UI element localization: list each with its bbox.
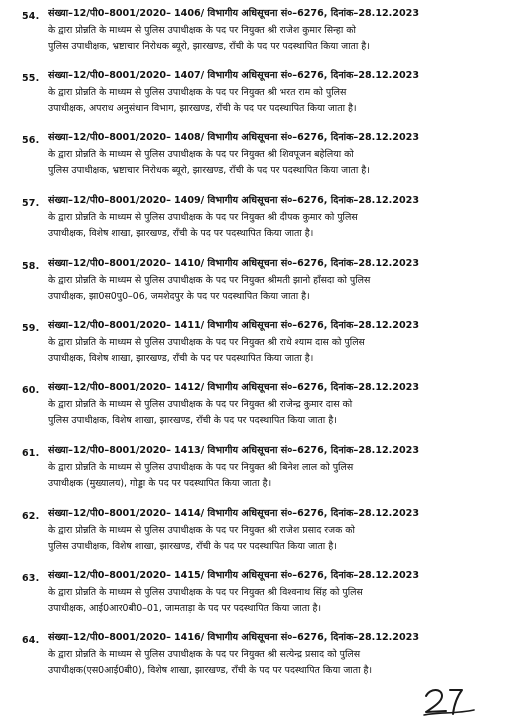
entry-number: 54.: [22, 11, 40, 22]
entry-number: 60.: [22, 385, 40, 396]
notification-reference: 1406/ विभागीय अधिसूचना सं०–6276, दिनांक–28.12.2023: [173, 8, 420, 19]
entry-text: [48, 630, 496, 680]
handwritten-page-number: [420, 684, 480, 718]
entry-line: के द्वारा प्रोन्नति के माध्यम से पुलिस उपाधीक्षक के पद पर नियुक्त श्री राधे श्याम दास को पुलिस: [48, 336, 365, 348]
order-reference: संख्या–12/पी0–8001/2020–: [48, 70, 171, 81]
entry-line: उपाधीक्षक (मुख्यालय), गोड्डा के पद पर पदस्थापित किया जाता है।: [48, 478, 272, 489]
entry-line: उपाधीक्षक, विशेष शाखा, झारखण्ड, राँची के पद पर पदस्थापित किया जाता है।: [48, 353, 314, 364]
entry-line: के द्वारा प्रोन्नति के माध्यम से पुलिस उपाधीक्षक के पद पर नियुक्त श्री भरत राम को पुलिस: [48, 86, 347, 98]
entry-text: [48, 443, 496, 493]
notification-reference: 1408/ विभागीय अधिसूचना सं०–6276, दिनांक–28.12.2023: [173, 132, 420, 143]
entry-line: पुलिस उपाधीक्षक, भ्रष्टाचार निरोधक ब्यूरो, झारखण्ड, राँची के पद पर पदस्थापित किया जाता है।: [48, 41, 370, 52]
notification-reference: 1409/ विभागीय अधिसूचना सं०–6276, दिनांक–28.12.2023: [173, 195, 420, 206]
order-reference: संख्या–12/पी0–8001/2020–: [48, 632, 171, 643]
entry-number: 58.: [22, 261, 40, 272]
order-reference: संख्या–12/पी0–8001/2020–: [48, 132, 171, 143]
entry-text: [48, 568, 496, 618]
entry-line: उपाधीक्षक, विशेष शाखा, झारखण्ड, राँची के पद पर पदस्थापित किया जाता है।: [48, 228, 314, 239]
entry-text: [48, 68, 496, 118]
entry-number: 62.: [22, 511, 40, 522]
entry-text: [48, 318, 496, 368]
notification-reference: 1413/ विभागीय अधिसूचना सं०–6276, दिनांक–28.12.2023: [173, 445, 420, 456]
entry-text: [48, 380, 496, 430]
entry-line: के द्वारा प्रोन्नति के माध्यम से पुलिस उपाधीक्षक के पद पर नियुक्त श्रीमती झानो हाँसदा को पुलिस: [48, 274, 371, 286]
notification-reference: 1412/ विभागीय अधिसूचना सं०–6276, दिनांक–28.12.2023: [173, 382, 420, 393]
entry-line: पुलिस उपाधीक्षक, भ्रष्टाचार निरोधक ब्यूरो, झारखण्ड, राँची के पद पर पदस्थापित किया जाता है।: [48, 165, 370, 176]
entry-number: 61.: [22, 448, 40, 459]
notification-reference: 1415/ विभागीय अधिसूचना सं०–6276, दिनांक–28.12.2023: [173, 570, 420, 581]
entry-text: [48, 6, 496, 56]
entry-number: 63.: [22, 573, 40, 584]
entry-line: उपाधीक्षक, आई0आर0बी0–01, जामताड़ा के पद पर पदस्थापित किया जाता है।: [48, 603, 322, 614]
entry-number: 57.: [22, 198, 40, 209]
entry-text: [48, 506, 496, 556]
order-reference: संख्या–12/पी0–8001/2020–: [48, 320, 171, 331]
order-reference: संख्या–12/पी0–8001/2020–: [48, 258, 171, 269]
entry-line: के द्वारा प्रोन्नति के माध्यम से पुलिस उपाधीक्षक के पद पर नियुक्त श्री राजेश कुमार सिन्हा को: [48, 24, 356, 36]
entry-line: उपाधीक्षक(एस0आई0बी0), विशेष शाखा, झारखण्ड, राँची के पद पर पदस्थापित किया जाता है।: [48, 665, 373, 676]
entry-line: के द्वारा प्रोन्नति के माध्यम से पुलिस उपाधीक्षक के पद पर नियुक्त श्री बिनेश लाल को पुलिस: [48, 461, 354, 473]
order-reference: संख्या–12/पी0–8001/2020–: [48, 382, 171, 393]
entry-number: 56.: [22, 135, 40, 146]
entry-line: के द्वारा प्रोन्नति के माध्यम से पुलिस उपाधीक्षक के पद पर नियुक्त श्री विश्वनाथ सिंह को पुलिस: [48, 586, 363, 598]
entry-line: के द्वारा प्रोन्नति के माध्यम से पुलिस उपाधीक्षक के पद पर नियुक्त श्री शिवपूजन बहेलिया को: [48, 148, 354, 160]
entry-number: 59.: [22, 323, 40, 334]
entry-text: [48, 130, 496, 180]
entry-line: के द्वारा प्रोन्नति के माध्यम से पुलिस उपाधीक्षक के पद पर नियुक्त श्री राजेश प्रसाद रजक को: [48, 524, 355, 536]
order-reference: संख्या–12/पी0–8001/2020–: [48, 195, 171, 206]
order-reference: संख्या–12/पी0–8001/2020–: [48, 508, 171, 519]
entry-line: के द्वारा प्रोन्नति के माध्यम से पुलिस उपाधीक्षक के पद पर नियुक्त श्री राजेन्द्र कुमार दास को: [48, 398, 353, 410]
entry-line: पुलिस उपाधीक्षक, विशेष शाखा, झारखण्ड, राँची के पद पर पदस्थापित किया जाता है।: [48, 415, 337, 426]
entry-text: [48, 256, 496, 306]
order-reference: संख्या–12/पी0–8001/2020–: [48, 8, 171, 19]
entry-line: उपाधीक्षक, झा0स0पु0–06, जमशेदपुर के पद पर पदस्थापित किया जाता है।: [48, 291, 310, 302]
notification-reference: 1410/ विभागीय अधिसूचना सं०–6276, दिनांक–28.12.2023: [173, 258, 420, 269]
entry-text: [48, 193, 496, 243]
entry-line: के द्वारा प्रोन्नति के माध्यम से पुलिस उपाधीक्षक के पद पर नियुक्त श्री दीपक कुमार को पुलिस: [48, 211, 358, 223]
entry-line: के द्वारा प्रोन्नति के माध्यम से पुलिस उपाधीक्षक के पद पर नियुक्त श्री सत्येन्द्र प्रसाद को पुलिस: [48, 648, 361, 660]
order-reference: संख्या–12/पी0–8001/2020–: [48, 570, 171, 581]
entry-number: 64.: [22, 635, 40, 646]
notification-reference: 1407/ विभागीय अधिसूचना सं०–6276, दिनांक–28.12.2023: [173, 70, 420, 81]
notification-reference: 1416/ विभागीय अधिसूचना सं०–6276, दिनांक–28.12.2023: [173, 632, 420, 643]
entry-number: 55.: [22, 73, 40, 84]
notification-reference: 1414/ विभागीय अधिसूचना सं०–6276, दिनांक–28.12.2023: [173, 508, 420, 519]
entry-line: पुलिस उपाधीक्षक, विशेष शाखा, झारखण्ड, राँची के पद पर पदस्थापित किया जाता है।: [48, 541, 337, 552]
entry-line: उपाधीक्षक, अपराध अनुसंधान विभाग, झारखण्ड, राँची के पद पर पदस्थापित किया जाता है।: [48, 103, 357, 114]
notification-reference: 1411/ विभागीय अधिसूचना सं०–6276, दिनांक–28.12.2023: [173, 320, 420, 331]
order-reference: संख्या–12/पी0–8001/2020–: [48, 445, 171, 456]
